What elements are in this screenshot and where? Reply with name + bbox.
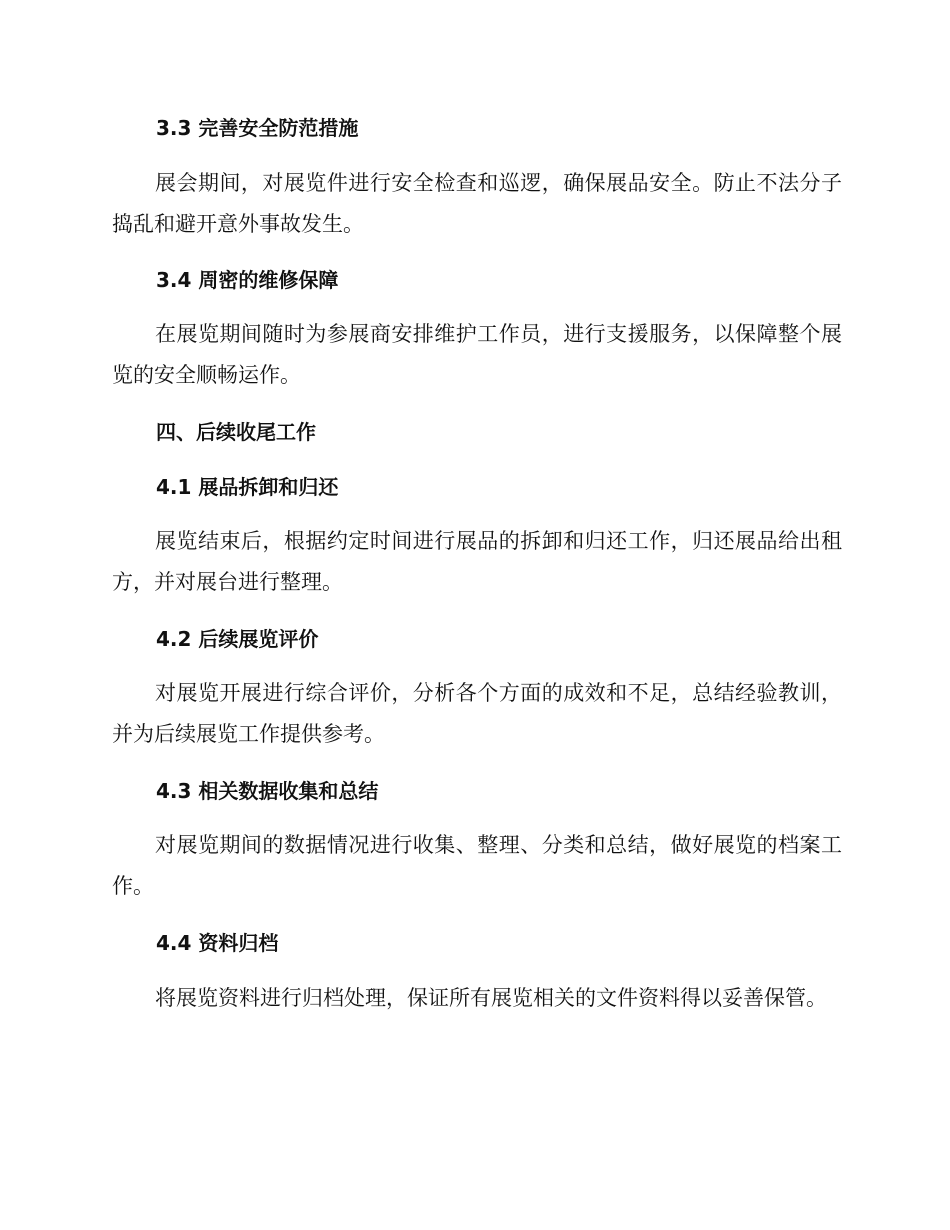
heading-section-4: 四、后续收尾工作 — [156, 420, 316, 444]
paragraph-4-3: 对展览期间的数据情况进行收集、整理、分类和总结，做好展览的档案工作。 — [112, 833, 842, 898]
heading-4-1: 4.1 展品拆卸和归还 — [156, 475, 339, 499]
heading-3-3: 3.3 完善安全防范措施 — [156, 116, 359, 140]
heading-4-3: 4.3 相关数据收集和总结 — [156, 779, 379, 803]
paragraph-4-2: 对展览开展进行综合评价，分析各个方面的成效和不足，总结经验教训，并为后续展览工作提供参考。 — [112, 681, 842, 746]
heading-4-4: 4.4 资料归档 — [156, 931, 279, 955]
paragraph-4-4: 将展览资料进行归档处理，保证所有展览相关的文件资料得以妥善保管。 — [155, 986, 827, 1010]
heading-4-2: 4.2 后续展览评价 — [156, 627, 319, 651]
paragraph-3-3: 展会期间，对展览件进行安全检查和巡逻，确保展品安全。防止不法分子捣乱和避开意外事故发生。 — [112, 171, 842, 236]
heading-3-4: 3.4 周密的维修保障 — [156, 268, 339, 292]
paragraph-4-1: 展览结束后，根据约定时间进行展品的拆卸和归还工作，归还展品给出租方，并对展台进行整理。 — [112, 529, 842, 594]
paragraph-3-4: 在展览期间随时为参展商安排维护工作员，进行支援服务，以保障整个展览的安全顺畅运作。 — [112, 322, 842, 387]
